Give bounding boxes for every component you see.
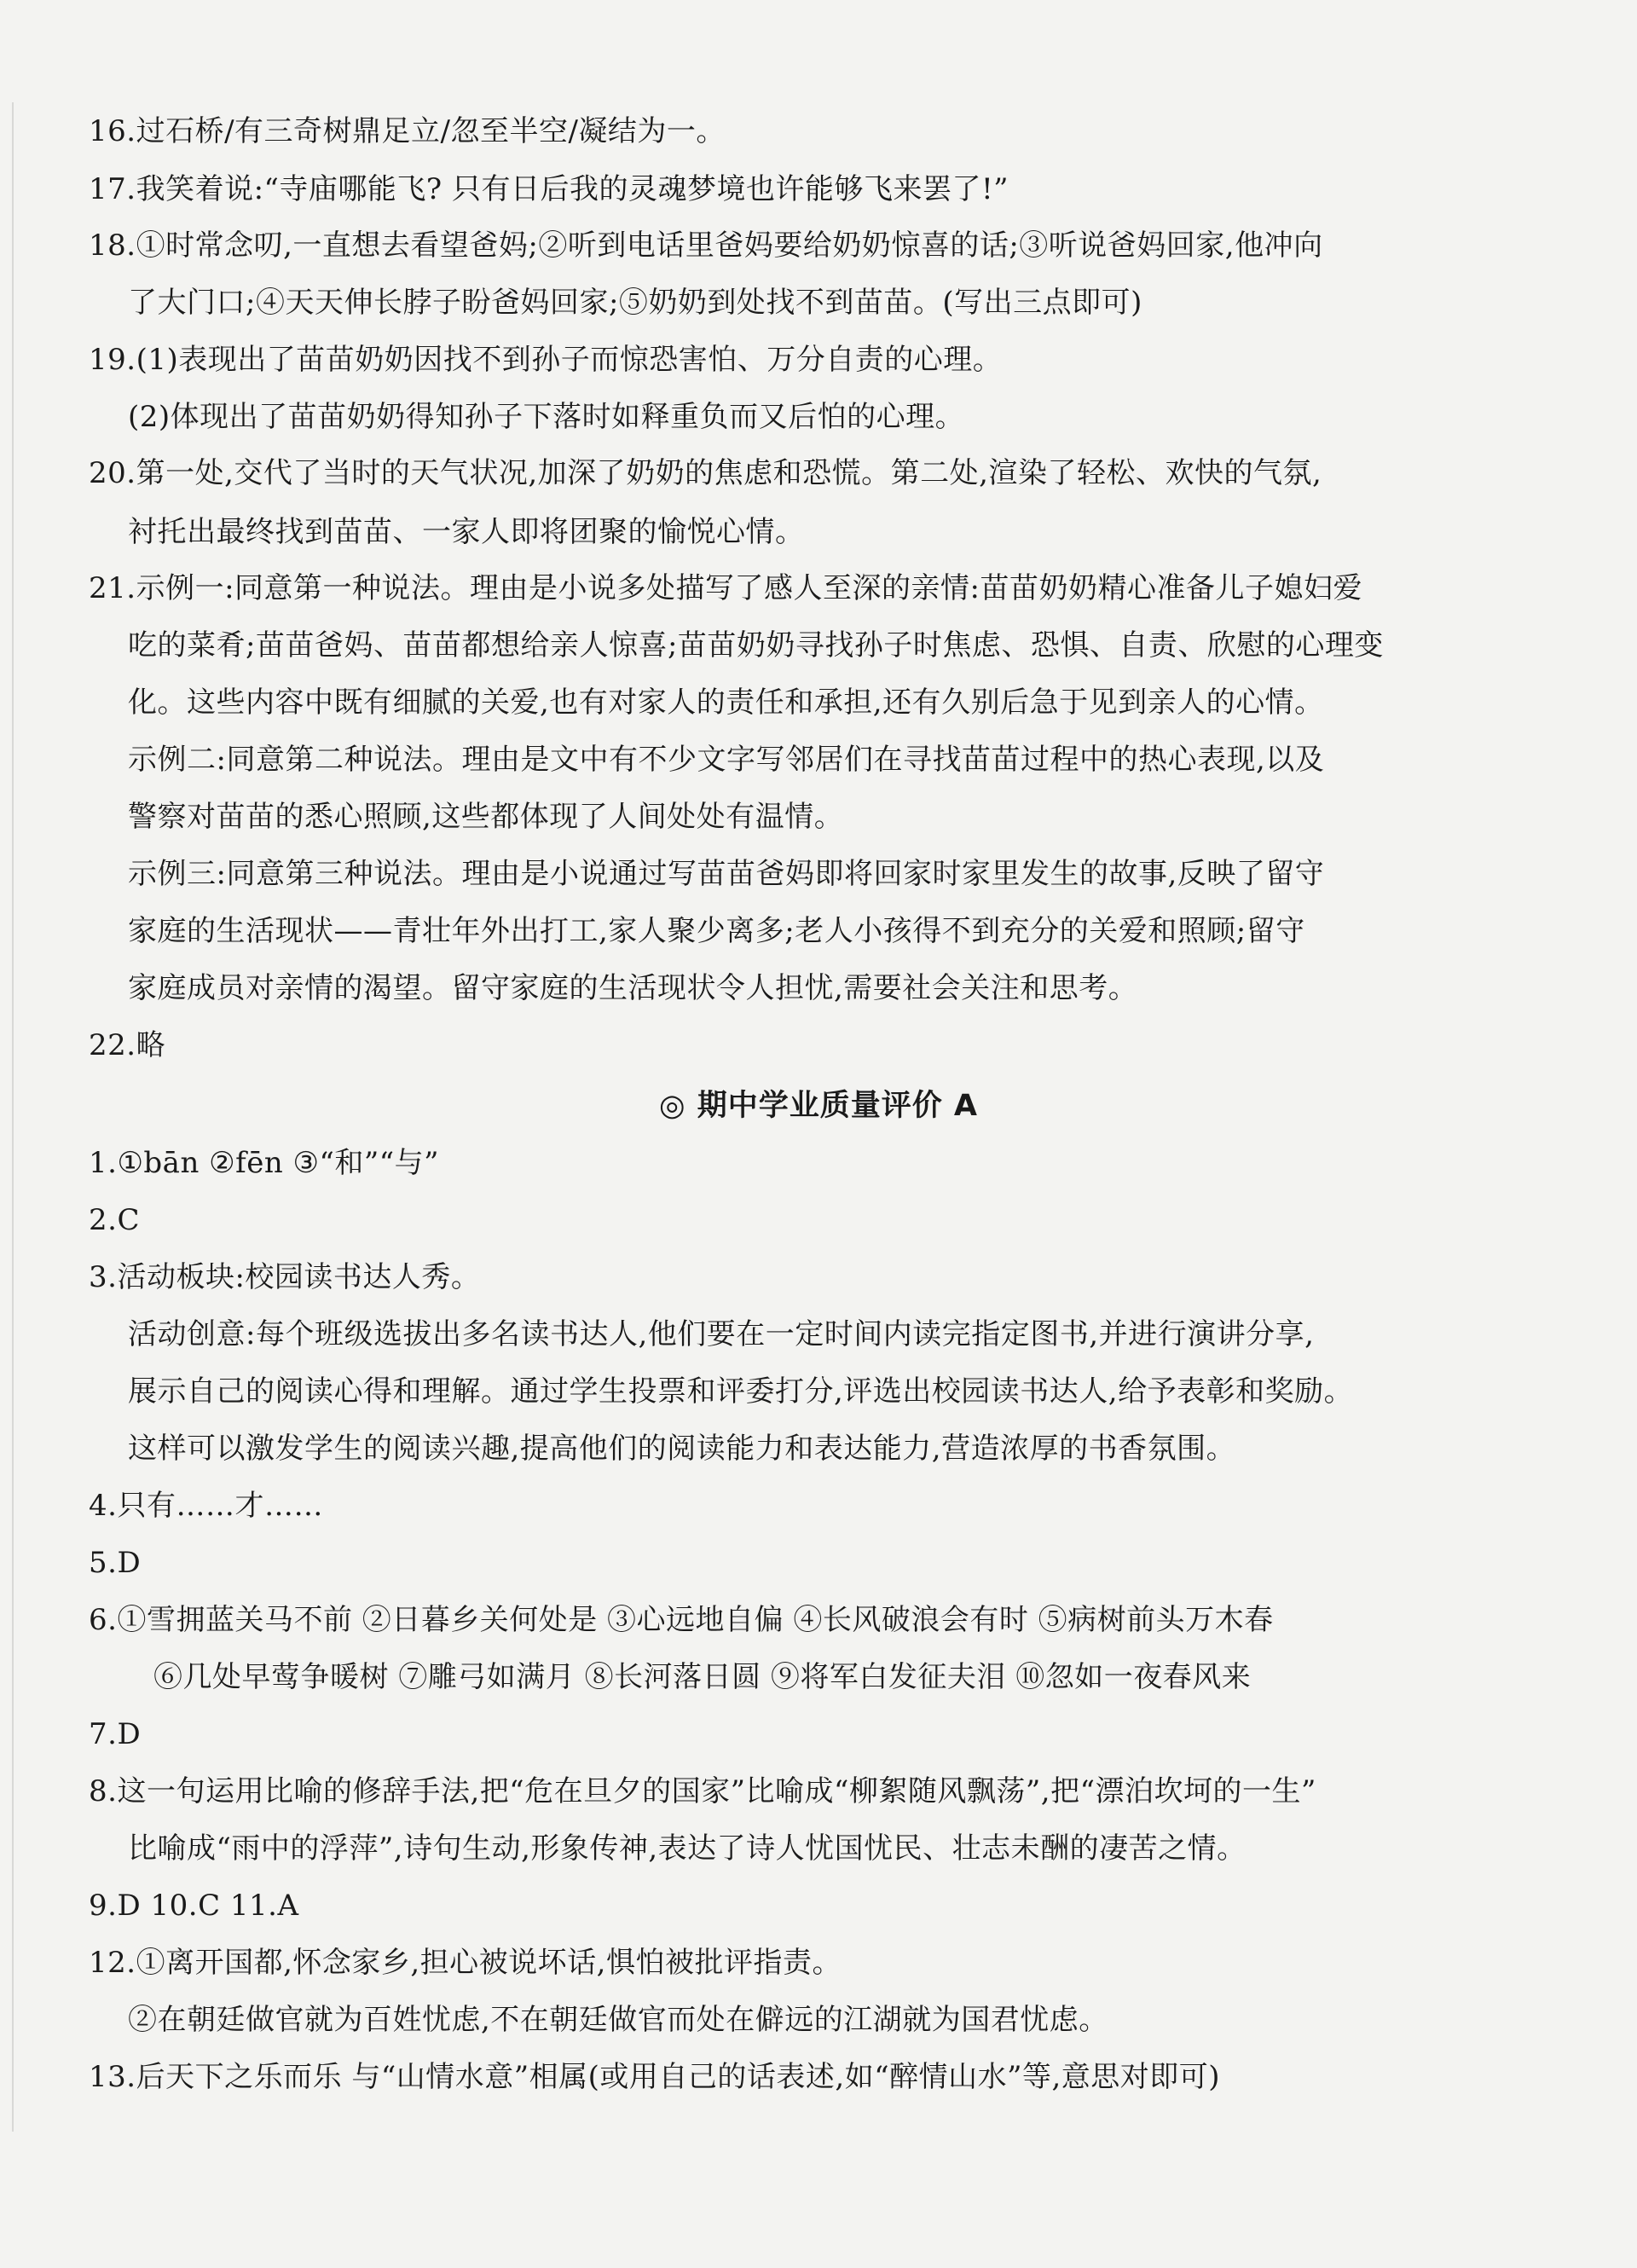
answer-6: 6.①雪拥蓝关马不前 ②日暮乡关何处是 ③心远地自偏 ④长风破浪会有时 ⑤病树前头万木春: [89, 1603, 1274, 1637]
answer-21-example-1-cont-b: 化。这些内容中既有细腻的关爱,也有对家人的责任和承担,还有久别后急于见到亲人的心情。: [128, 686, 1324, 720]
answer-21-example-1: 21.示例一:同意第一种说法。理由是小说多处描写了感人至深的亲情:苗苗奶奶精心准备儿子媳妇爱: [89, 571, 1362, 605]
answer-19-1: 19.(1)表现出了苗苗奶奶因找不到孙子而惊恐害怕、万分自责的心理。: [89, 343, 1003, 377]
answer-12-1: 12.①离开国都,怀念家乡,担心被说坏话,惧怕被批评指责。: [89, 1946, 842, 1980]
answer-8-cont: 比喻成“雨中的浮萍”,诗句生动,形象传神,表达了诗人忧国忧民、壮志未酬的凄苦之情。: [128, 1831, 1247, 1866]
answer-7: 7.D: [89, 1717, 142, 1751]
answer-9-11: 9.D 10.C 11.A: [89, 1889, 299, 1923]
answer-21-example-3: 示例三:同意第三种说法。理由是小说通过写苗苗爸妈即将回家时家里发生的故事,反映了留守: [128, 857, 1325, 891]
answer-18-cont: 了大门口;④天天伸长脖子盼爸妈回家;⑤奶奶到处找不到苗苗。(写出三点即可): [128, 286, 1142, 320]
answer-19-2: (2)体现出了苗苗奶奶得知孙子下落时如释重负而又后怕的心理。: [128, 400, 965, 434]
answer-21-example-3-cont-b: 家庭成员对亲情的渴望。留守家庭的生活现状令人担忧,需要社会关注和思考。: [128, 971, 1138, 1005]
answer-4: 4.只有……才……: [89, 1489, 323, 1523]
answer-18: 18.①时常念叨,一直想去看望爸妈;②听到电话里爸妈要给奶奶惊喜的话;③听说爸妈回家,他冲向: [89, 229, 1323, 263]
answer-3-creative-cont-b: 这样可以激发学生的阅读兴趣,提高他们的阅读能力和表达能力,营造浓厚的书香氛围。: [128, 1432, 1236, 1466]
answer-20: 20.第一处,交代了当时的天气状况,加深了奶奶的焦虑和恐慌。第二处,渲染了轻松、欢快的气氛,: [89, 456, 1322, 490]
answer-6-cont: ⑥几处早莺争暖树 ⑦雕弓如满月 ⑧长河落日圆 ⑨将军白发征夫泪 ⑩忽如一夜春风来: [153, 1660, 1252, 1694]
answer-16: 16.过石桥/有三奇树鼎足立/忽至半空/凝结为一。: [89, 114, 726, 148]
answer-22: 22.略: [89, 1028, 166, 1062]
answer-8: 8.这一句运用比喻的修辞手法,把“危在旦夕的国家”比喻成“柳絮随风飘荡”,把“漂泊坎坷的一生”: [89, 1774, 1316, 1808]
answer-3-creative: 活动创意:每个班级选拔出多名读书达人,他们要在一定时间内读完指定图书,并进行演讲分享,: [128, 1317, 1315, 1351]
answer-5: 5.D: [89, 1546, 142, 1580]
answer-20-cont: 衬托出最终找到苗苗、一家人即将团聚的愉悦心情。: [128, 515, 805, 549]
answer-21-example-2-cont: 警察对苗苗的悉心照顾,这些都体现了人间处处有温情。: [128, 800, 844, 834]
answer-3: 3.活动板块:校园读书达人秀。: [89, 1260, 481, 1294]
answer-1: 1.①bān ②fēn ③“和”“与”: [89, 1146, 440, 1180]
answer-2: 2.C: [89, 1203, 140, 1237]
answer-21-example-3-cont-a: 家庭的生活现状——青壮年外出打工,家人聚少离多;老人小孩得不到充分的关爱和照顾;留守: [128, 914, 1305, 948]
section-heading: ◎ 期中学业质量评价 A: [659, 1089, 978, 1123]
answer-21-example-2: 示例二:同意第二种说法。理由是文中有不少文字写邻居们在寻找苗苗过程中的热心表现,以及: [128, 743, 1325, 777]
answer-12-2: ②在朝廷做官就为百姓忧虑,不在朝廷做官而处在僻远的江湖就为国君忧虑。: [128, 2003, 1108, 2037]
answer-3-creative-cont-a: 展示自己的阅读心得和理解。通过学生投票和评委打分,评选出校园读书达人,给予表彰和奖励。: [128, 1374, 1354, 1409]
answer-21-example-1-cont-a: 吃的菜肴;苗苗爸妈、苗苗都想给亲人惊喜;苗苗奶奶寻找孙子时焦虑、恐惧、自责、欣慰的心理变: [128, 628, 1384, 662]
answer-13: 13.后天下之乐而乐 与“山情水意”相属(或用自己的话表述,如“醉情山水”等,意思对即可): [89, 2060, 1221, 2094]
answer-17: 17.我笑着说:“寺庙哪能飞? 只有日后我的灵魂梦境也许能够飞来罢了!”: [89, 172, 1009, 206]
